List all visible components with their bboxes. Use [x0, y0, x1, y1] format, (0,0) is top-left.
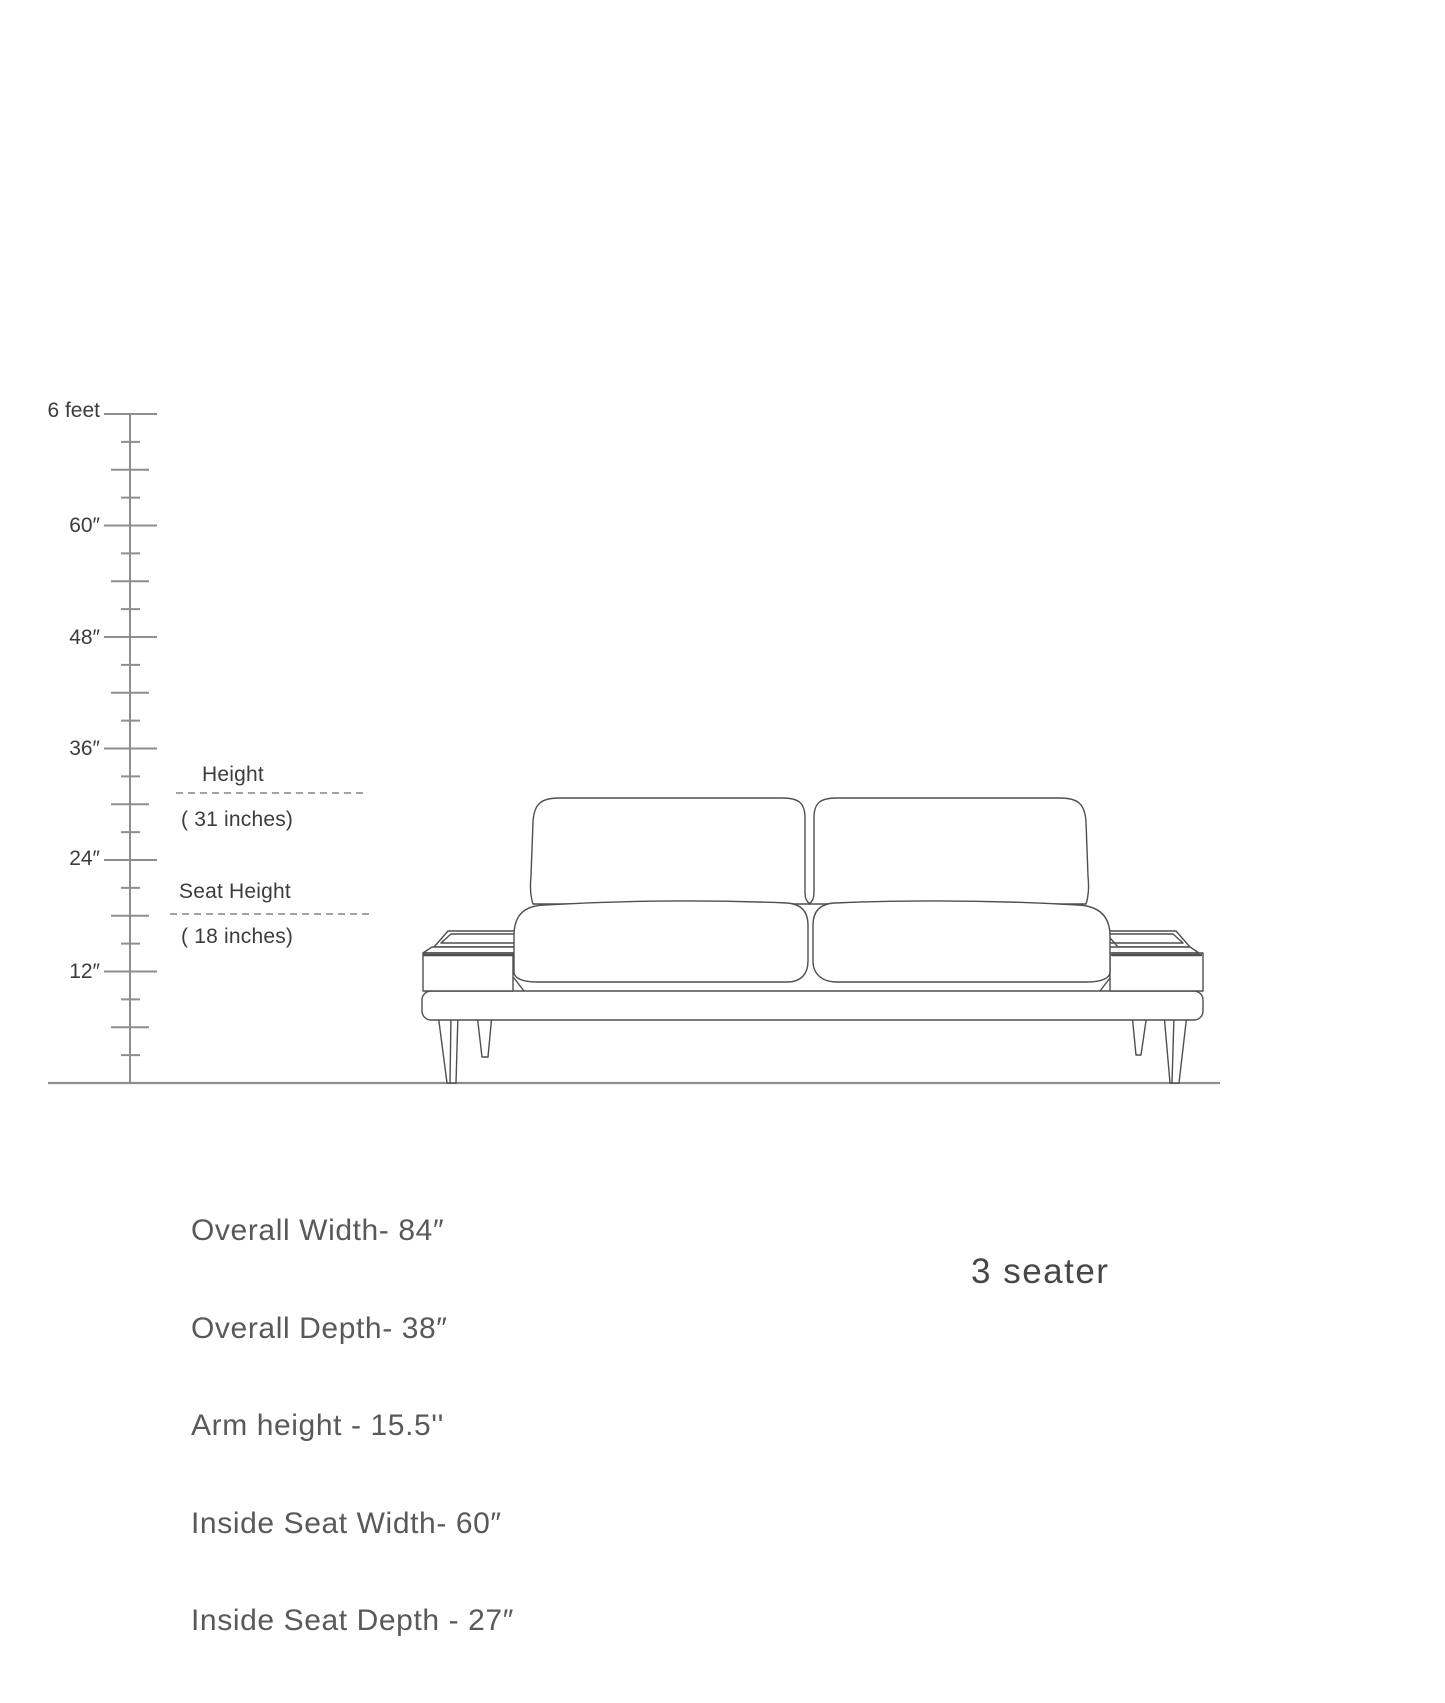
ruler-label-6-feet: 6 feet: [47, 399, 100, 422]
ruler-label-60in: 60″: [69, 514, 100, 537]
height-ruler: [104, 414, 157, 1083]
sofa-legs: [438, 1014, 1187, 1083]
back-cushion-right: [809, 798, 1089, 904]
back-cushion-left: [530, 798, 810, 904]
left-arm-slab: [423, 947, 517, 953]
right-arm-slab: [1108, 947, 1199, 953]
height-label: Height: [202, 763, 264, 786]
left-arm-box: [423, 953, 513, 991]
dimension-inside-seat-width: Inside Seat Width- 60″: [191, 1506, 502, 1540]
front-left-leg-ridge: [450, 1016, 451, 1083]
dimension-inside-seat-depth: Inside Seat Depth - 27″: [191, 1604, 514, 1637]
height-value: ( 31 inches): [181, 808, 294, 831]
seat-cushion-left: [514, 901, 808, 982]
dimension-overall-width: Overall Width- 84″: [191, 1214, 445, 1247]
ruler-label-24in: 24″: [69, 847, 100, 870]
seat-height-label: Seat Height: [179, 880, 291, 903]
ruler-label-36in: 36″: [69, 737, 100, 760]
seat-cushion-right: [813, 901, 1110, 982]
base-platform: [422, 991, 1203, 1020]
seat-height-value: ( 18 inches): [181, 925, 294, 948]
right-arm-table: [1104, 931, 1203, 991]
front-left-leg: [438, 1014, 458, 1083]
dimension-overall-depth: Overall Depth- 38″: [191, 1311, 448, 1345]
dimension-list: [191, 1150, 514, 1703]
seater-caption: 3 seater: [971, 1252, 1110, 1291]
front-right-leg: [1164, 1014, 1187, 1083]
dimension-arm-height: Arm height - 15.5'': [191, 1409, 444, 1442]
sofa: [422, 798, 1203, 1083]
ruler-label-12in: 12″: [69, 960, 100, 983]
right-arm-box: [1110, 953, 1203, 991]
ruler-label-48in: 48″: [69, 626, 100, 649]
